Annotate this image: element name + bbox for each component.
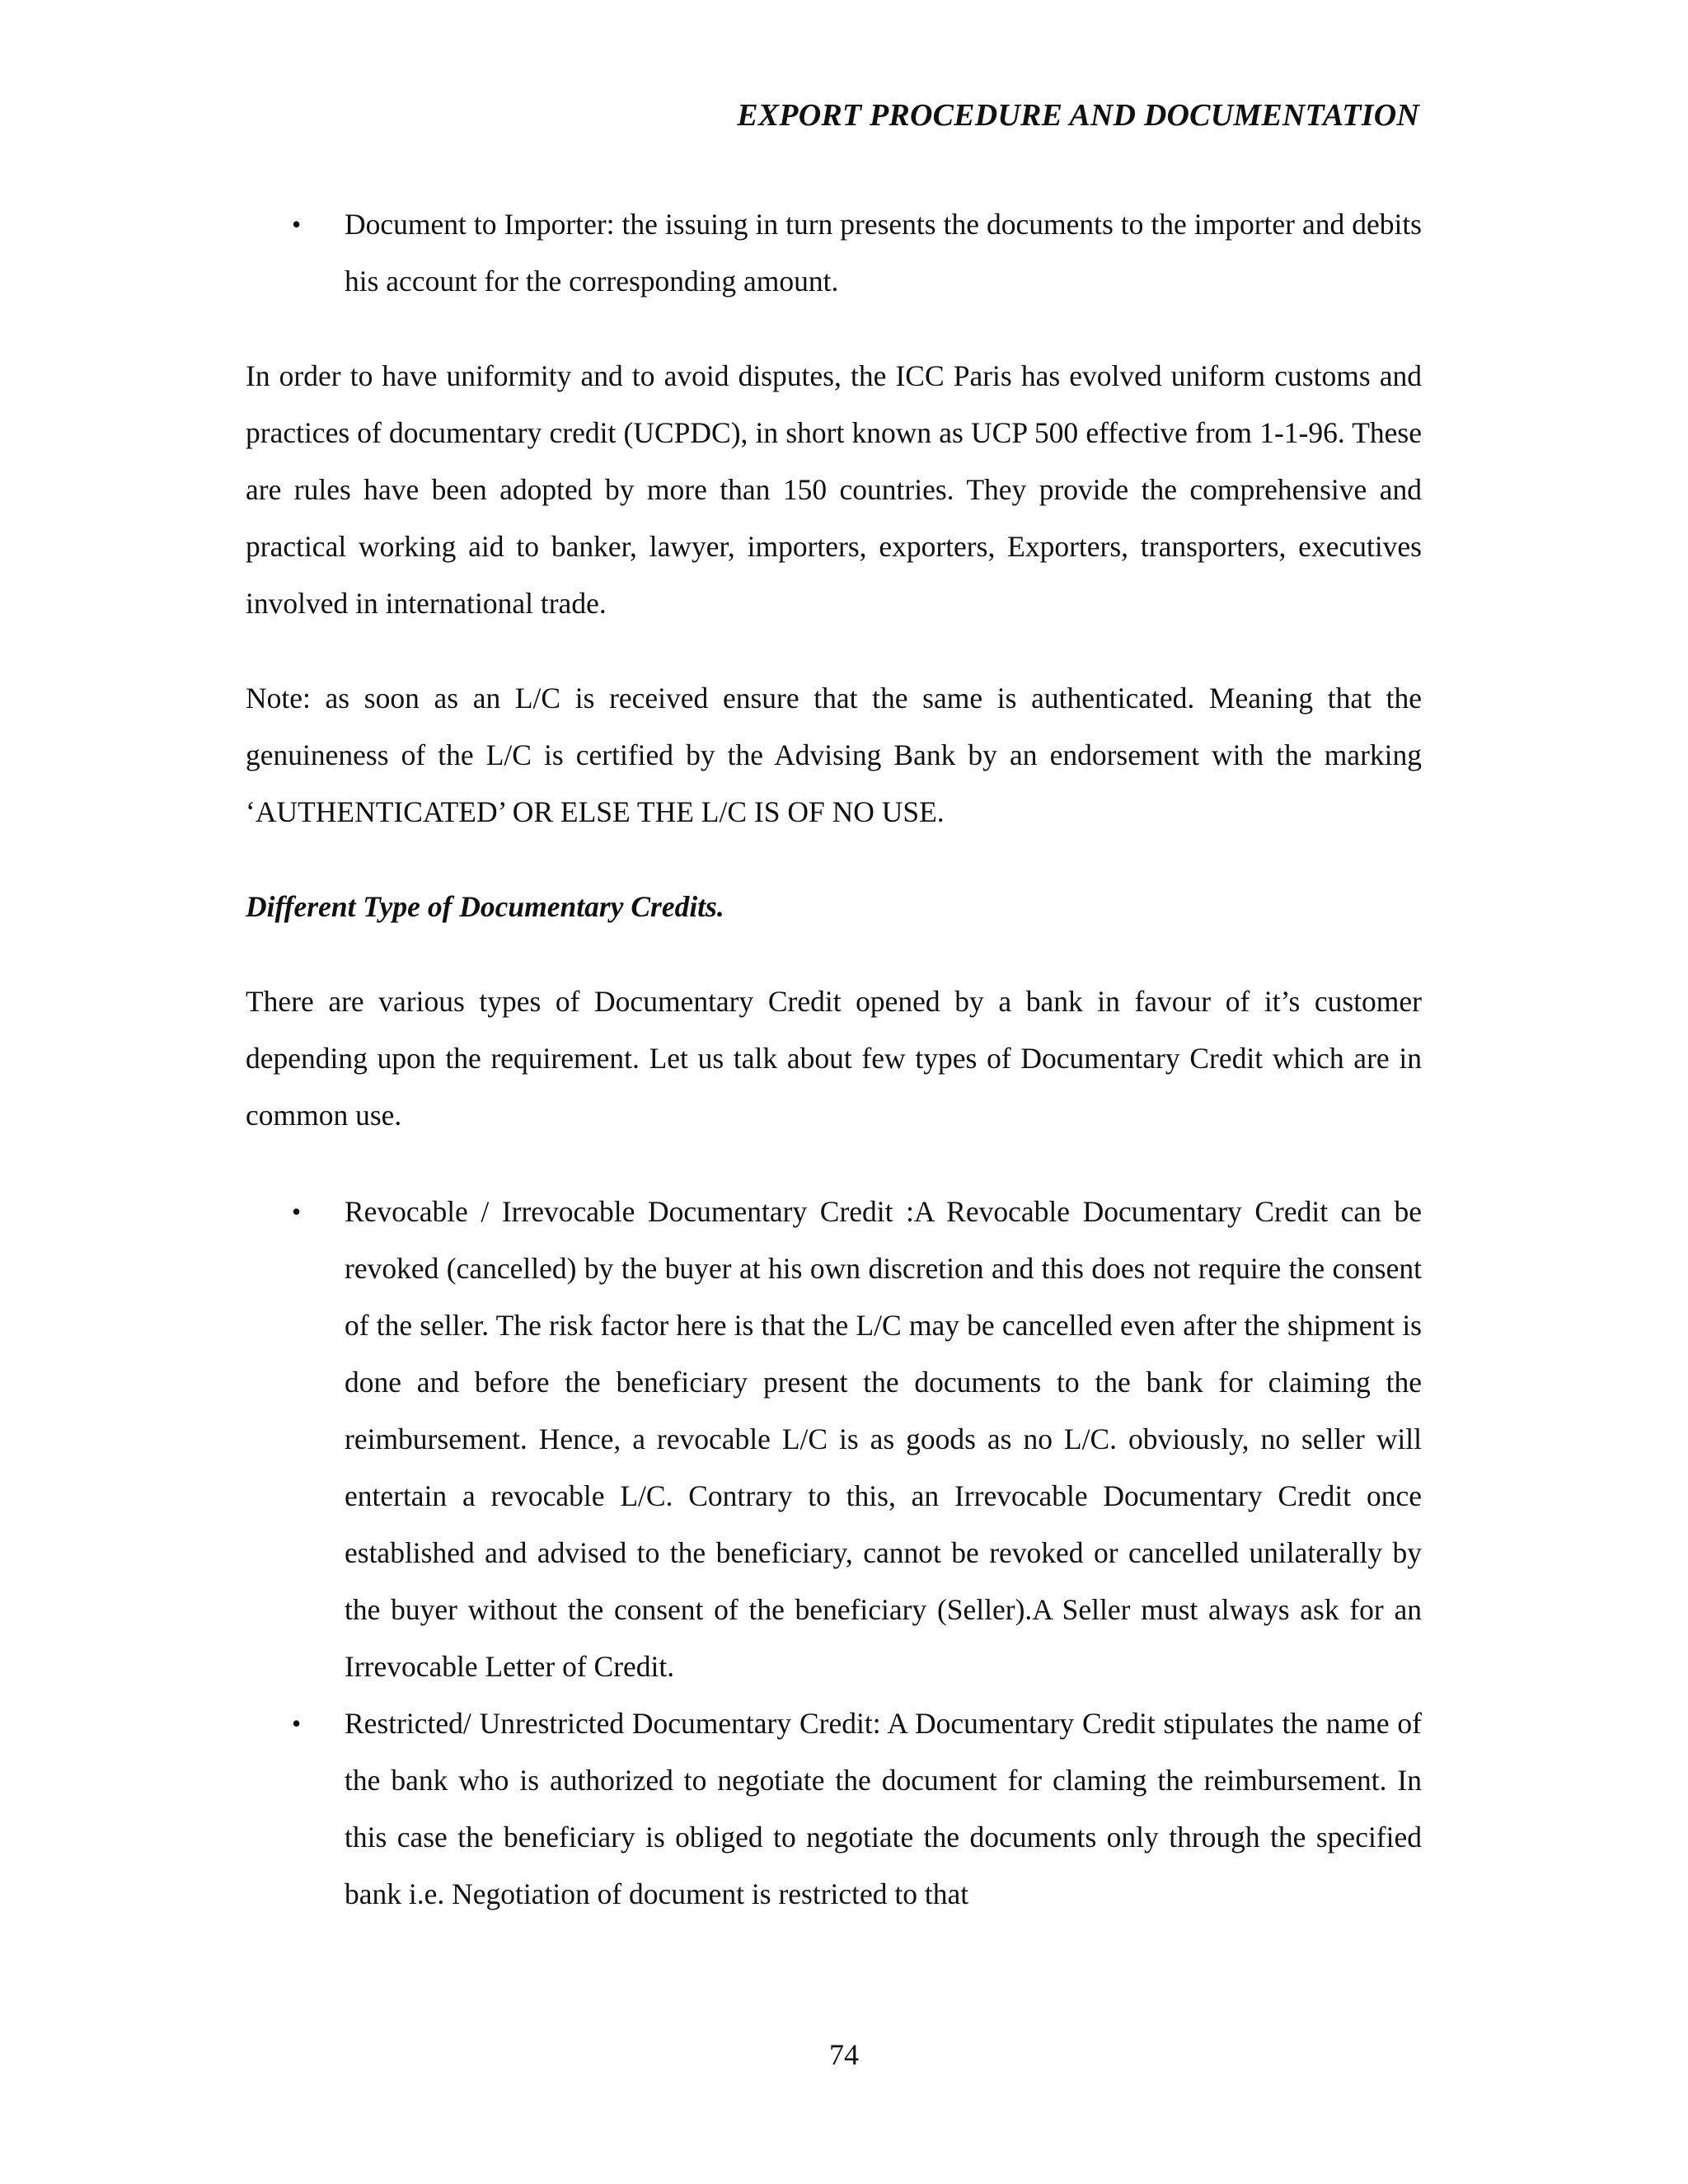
section-intro: There are various types of Documentary Credit opened by a bank in favour of it’s customer depending upon the requirement. Let us talk about few types of Documentary Credit which are in common use. [246, 985, 1422, 1132]
page-body [246, 196, 1422, 1923]
paragraph-note: Note: as soon as an L/C is received ensure that the same is authenticated. Meaning that the genuineness of the L/C is certified by the Advising Bank by an endorsement with the marking ‘AUTHENTICATED’ OR ELSE THE L/C IS OF NO USE. [246, 682, 1422, 828]
paragraph-ucp: In order to have uniformity and to avoid disputes, the ICC Paris has evolved uniform customs and practices of documentary credit (UCPDC), in short known as UCP 500 effective from 1-1-96. These are rules have been adopted by more than 150 countries. They provide the comprehensive and practical working aid to banker, lawyer, importers, exporters, Exporters, transporters, executives involved in international trade. [246, 359, 1422, 620]
bullet-text: Revocable / Irrevocable Documentary Credit :A Revocable Documentary Credit can be revoked (cancelled) by the buyer at his own discretion and this does not require the consent of the seller. The risk factor here is that the L/C may be cancelled even after the shipment is done and before the beneficiary present the documents to the bank for claiming the reimbursement. Hence, a revocable L/C is as goods as no L/C. obviously, no seller will entertain a revocable L/C. Contrary to this, an Irrevocable Documentary Credit once established and advised to the beneficiary, cannot be revoked or cancelled unilaterally by the buyer without the consent of the beneficiary (Seller).A Seller must always ask for an Irrevocable Letter of Credit. [345, 1195, 1422, 1683]
credit-types-list [246, 1183, 1422, 1923]
intro-bullet-list [246, 196, 1422, 310]
list-item [246, 196, 1422, 310]
page-number: 74 [829, 2038, 859, 2071]
list-item [246, 1695, 1422, 1923]
list-item [246, 1183, 1422, 1695]
running-header: EXPORT PROCEDURE AND DOCUMENTATION [737, 98, 1419, 133]
bullet-text: Restricted/ Unrestricted Documentary Credit: A Documentary Credit stipulates the name of the bank who is authorized to negotiate the document for claming the reimbursement. In this case the beneficiary is obliged to negotiate the documents only through the specified bank i.e. Negotiation of document is restricted to that [345, 1707, 1422, 1910]
section-heading: Different Type of Documentary Credits. [246, 890, 724, 923]
bullet-icon: • [292, 1197, 302, 1226]
bullet-icon: • [292, 1708, 302, 1738]
bullet-icon: • [292, 209, 302, 239]
bullet-text: Document to Importer: the issuing in turn presents the documents to the importer and debits his account for the corresponding amount. [345, 208, 1422, 298]
